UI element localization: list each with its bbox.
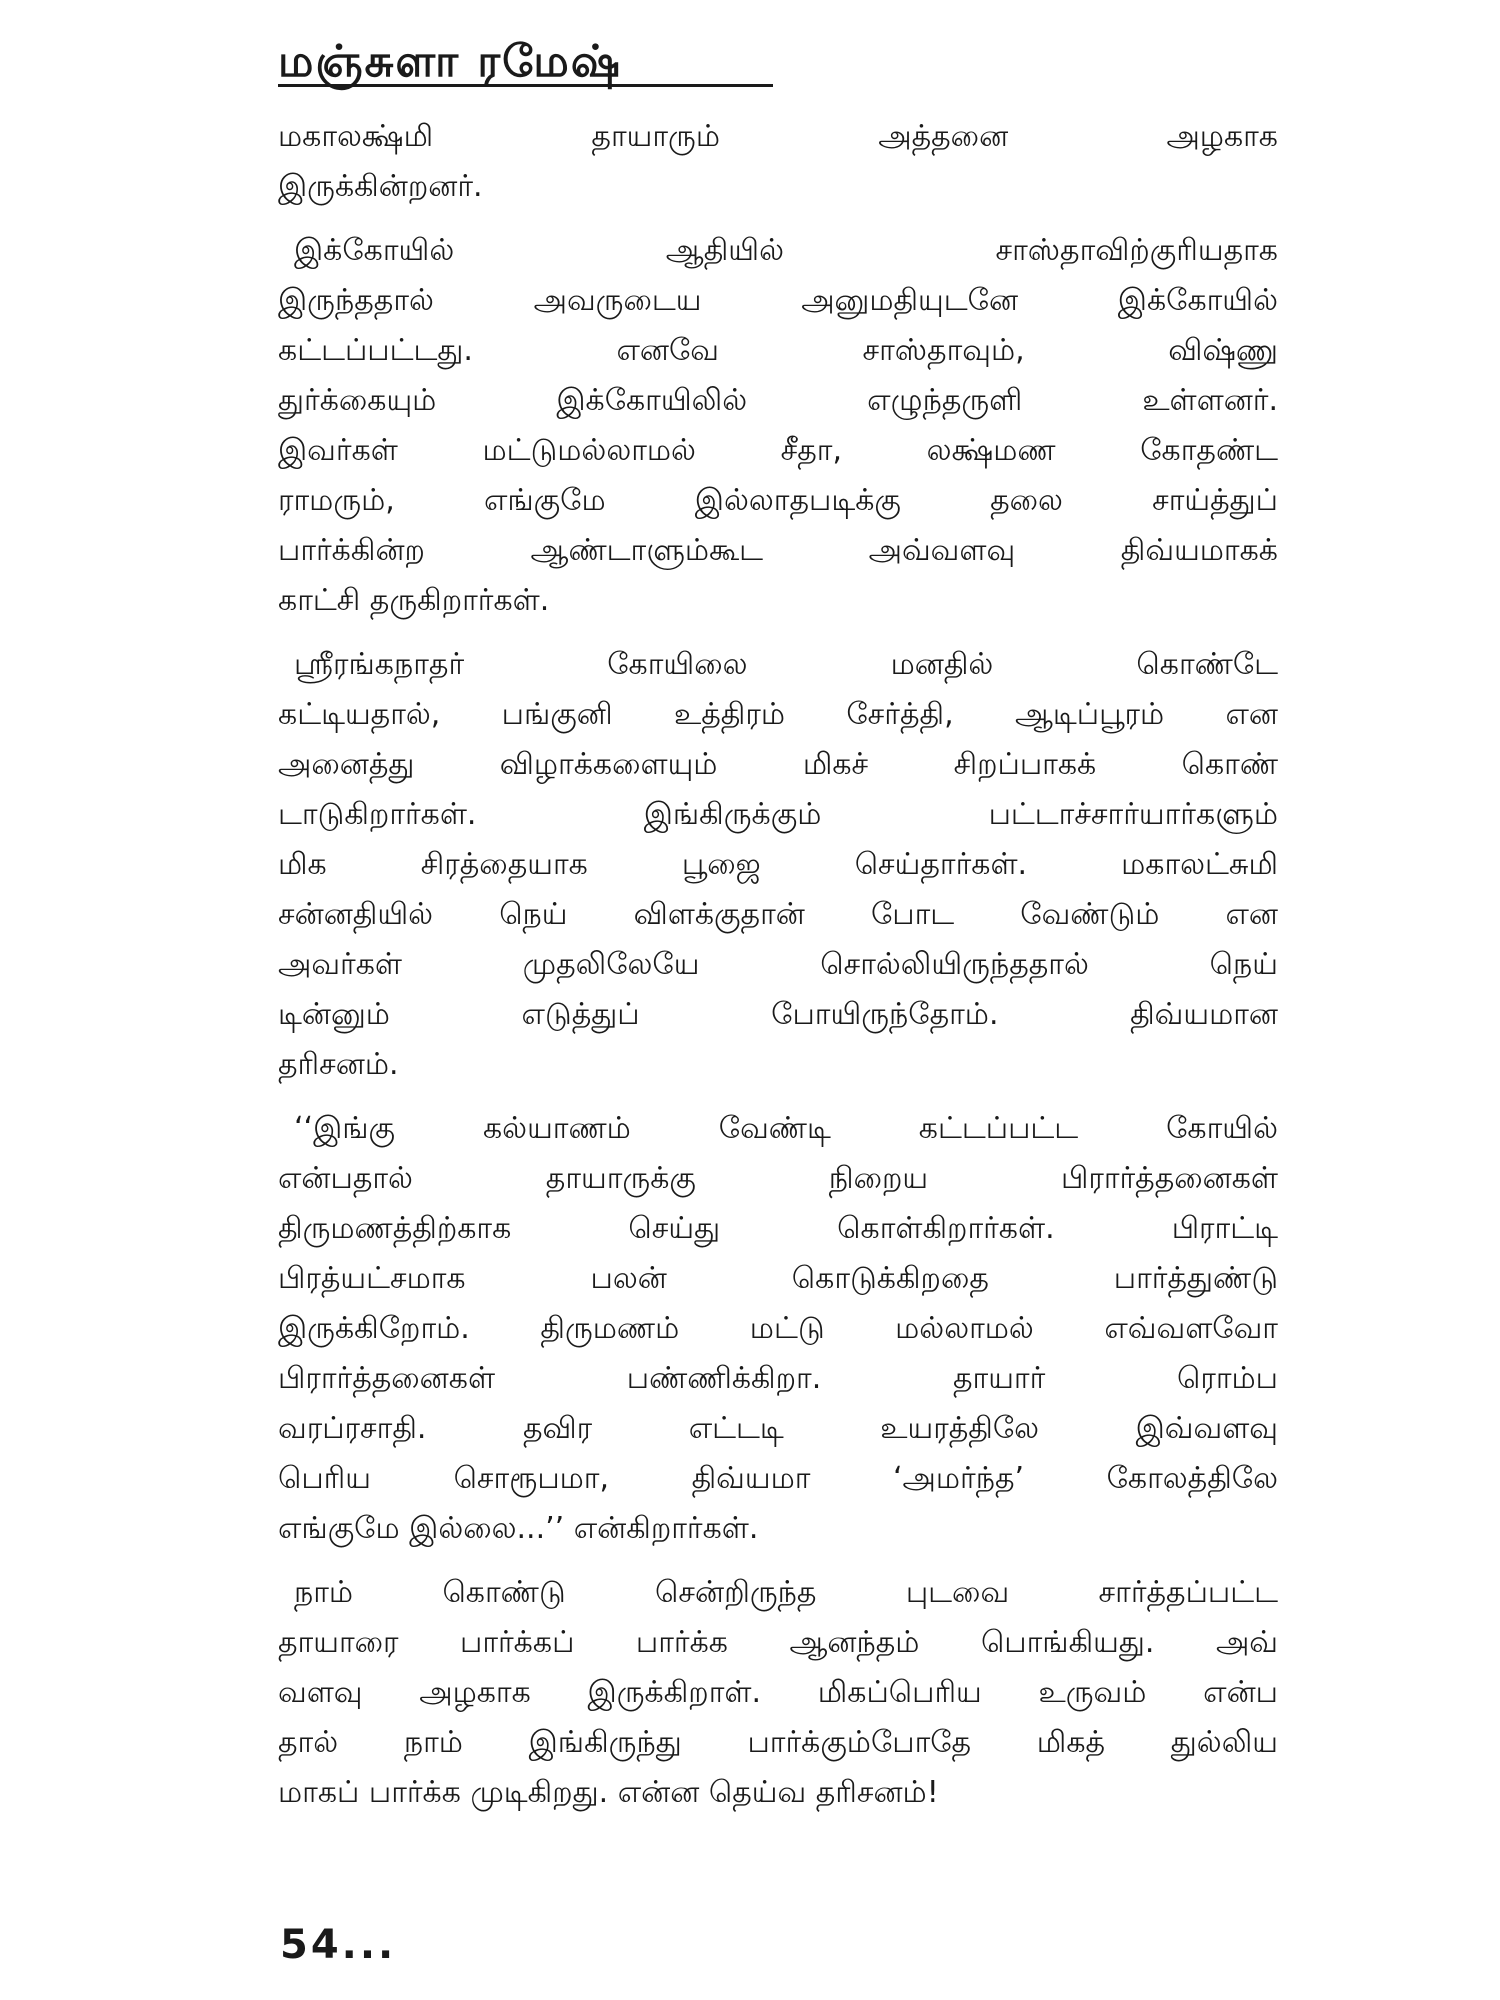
page-number: 54... [280,1922,397,1968]
text-line: எங்குமே இல்லை...’’ என்கிறார்கள். [278,1511,759,1546]
text-line: இருக்கின்றனர். [278,169,483,204]
author-header: மஞ்சுளா ரமேஷ் [278,36,623,87]
text-line: தாயாரை பார்க்கப் பார்க்க ஆனந்தம் பொங்கியது. அவ் [278,1625,1278,1660]
paragraph [278,226,1278,626]
text-line: ராமரும், எங்குமே இல்லாதபடிக்கு தலை சாய்த்துப் [278,483,1278,518]
text-line: மிக சிரத்தையாக பூஜை செய்தார்கள். மகாலட்சுமி [278,847,1278,882]
text-line: காட்சி தருகிறார்கள். [278,583,550,618]
text-line: அவர்கள் முதலிலேயே சொல்லியிருந்ததால் நெய் [278,947,1278,982]
text-line: பெரிய சொரூபமா, திவ்யமா ‘அமர்ந்த’ கோலத்திலே [278,1461,1278,1496]
text-line: சன்னதியில் நெய் விளக்குதான் போட வேண்டும் என [278,897,1278,932]
text-line: துர்க்கையும் இக்கோயிலில் எழுந்தருளி உள்ளனர். [278,383,1278,418]
text-line: வளவு அழகாக இருக்கிறாள். மிகப்பெரிய உருவம் என்ப [278,1675,1278,1710]
paragraph [278,112,1278,212]
text-line: திருமணத்திற்காக செய்து கொள்கிறார்கள். பிராட்டி [278,1211,1278,1246]
header-rule [278,84,773,87]
text-line: நாம் கொண்டு சென்றிருந்த புடவை சார்த்தப்பட்ட [294,1575,1278,1610]
text-line: இருக்கிறோம். திருமணம் மட்டு மல்லாமல் எவ்வளவோ [278,1311,1278,1346]
text-line: கட்டியதால், பங்குனி உத்திரம் சேர்த்தி, ஆடிப்பூரம் என [278,697,1278,732]
text-line: ஸ்ரீரங்கநாதர் கோயிலை மனதில் கொண்டே [294,647,1278,682]
text-line: பார்க்கின்ற ஆண்டாளும்கூட அவ்வளவு திவ்யமாகக் [278,533,1278,568]
text-line: டாடுகிறார்கள். இங்கிருக்கும் பட்டாச்சார்யார்களும் [278,797,1278,832]
text-line: தரிசனம். [278,1047,399,1082]
text-line: பிரத்யட்சமாக பலன் கொடுக்கிறதை பார்த்துண்டு [278,1261,1278,1296]
text-line: ‘‘இங்கு கல்யாணம் வேண்டி கட்டப்பட்ட கோயில் [294,1111,1278,1146]
paragraph [278,640,1278,1090]
paragraph [278,1568,1278,1818]
text-line: மகாலக்ஷ்மி தாயாரும் அத்தனை அழகாக [278,119,1278,154]
text-line: வரப்ரசாதி. தவிர எட்டடி உயரத்திலே இவ்வளவு [278,1411,1278,1446]
body-text [278,112,1278,1832]
text-line: அனைத்து விழாக்களையும் மிகச் சிறப்பாகக் கொண் [278,747,1278,782]
text-line: தால் நாம் இங்கிருந்து பார்க்கும்போதே மிகத் துல்லிய [278,1725,1278,1760]
text-line: இருந்ததால் அவருடைய அனுமதியுடனே இக்கோயில் [278,283,1278,318]
text-line: கட்டப்பட்டது. எனவே சாஸ்தாவும், விஷ்ணு [278,333,1278,368]
text-line: பிரார்த்தனைகள் பண்ணிக்கிறா. தாயார் ரொம்ப [278,1361,1278,1396]
text-line: இவர்கள் மட்டுமல்லாமல் சீதா, லக்ஷ்மண கோதண்ட [278,433,1278,468]
text-line: என்பதால் தாயாருக்கு நிறைய பிரார்த்தனைகள் [278,1161,1278,1196]
text-line: டின்னும் எடுத்துப் போயிருந்தோம். திவ்யமான [278,997,1278,1032]
text-line: மாகப் பார்க்க முடிகிறது. என்ன தெய்வ தரிசனம்! [278,1775,939,1810]
paragraph [278,1104,1278,1554]
text-line: இக்கோயில் ஆதியில் சாஸ்தாவிற்குரியதாக [294,233,1278,268]
